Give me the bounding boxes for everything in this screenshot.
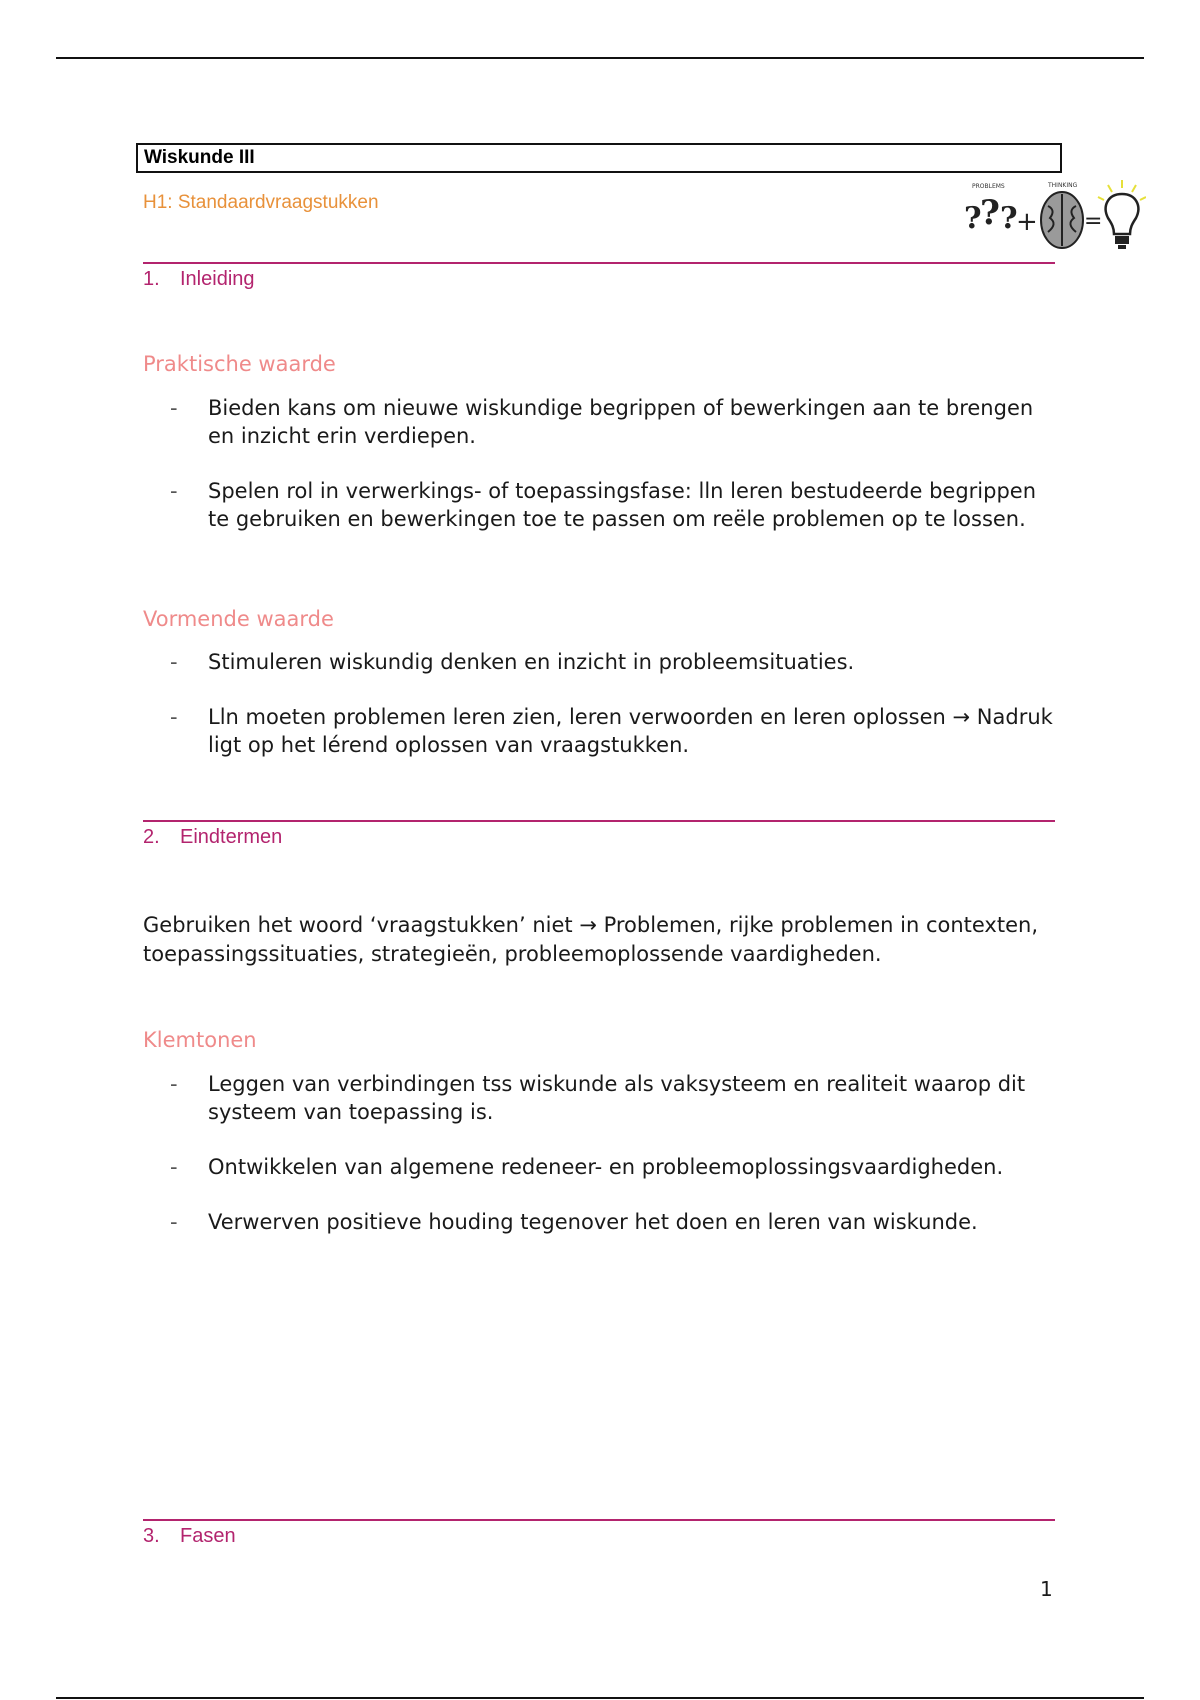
bullet-marker: -: [170, 1155, 178, 1179]
equals-sign: =: [1084, 209, 1103, 234]
section-rule-1: [143, 262, 1055, 264]
bullet-marker: -: [170, 1072, 178, 1096]
page-bottom-rule: [56, 1697, 1144, 1699]
section-rule-2: [143, 820, 1055, 822]
subheading-vormende-waarde: Vormende waarde: [143, 607, 334, 631]
section-label: Eindtermen: [180, 826, 283, 848]
bullet-list-praktische-waarde: [143, 394, 1063, 560]
section-title-inleiding: [143, 268, 255, 291]
section-title-fasen: [143, 1525, 236, 1548]
bullet-marker: -: [170, 396, 178, 420]
bullet-marker: -: [170, 1210, 178, 1234]
list-item: - Lln moeten problemen leren zien, leren verwoorden en leren oplossen → Nadruk ligt op het lérend oplossen van vraagstukken.: [170, 705, 1053, 757]
chapter-title: H1: Standaardvraagstukken: [143, 192, 379, 213]
brain-icon: [1041, 182, 1083, 248]
bullet-list-vormende-waarde: [143, 648, 1063, 786]
section-rule-3: [143, 1519, 1055, 1521]
page-number: 1: [1040, 1577, 1053, 1601]
list-item: - Stimuleren wiskundig denken en inzicht in probleemsituaties.: [170, 650, 855, 674]
bullet-marker: -: [170, 650, 178, 674]
list-item: - Spelen rol in verwerkings- of toepassingsfase: lln leren bestudeerde begrippen te gebruiken en bewerkingen toe te passen om reële problemen op te lossen.: [170, 479, 1037, 531]
svg-text:?: ?: [964, 201, 982, 236]
lightbulb-icon: [1098, 180, 1146, 249]
bullet-list-klemtonen: [143, 1070, 1063, 1263]
section-label: Inleiding: [180, 268, 255, 290]
course-title: Wiskunde III: [136, 143, 1062, 173]
list-item: - Leggen van verbindingen tss wiskunde als vaksysteem en realiteit waarop dit systeem van toepassing is.: [170, 1072, 1026, 1124]
svg-text:?: ?: [980, 193, 1000, 233]
section-number: 3.: [143, 1525, 160, 1547]
thinking-label: THINKING: [1048, 182, 1078, 189]
section-title-eindtermen: [143, 826, 282, 849]
plus-sign: +: [1016, 207, 1038, 237]
question-marks-icon: [964, 183, 1018, 236]
subheading-praktische-waarde: Praktische waarde: [143, 352, 336, 376]
section-number: 2.: [143, 826, 160, 848]
problems-plus-thinking-equals-idea-logo: [962, 180, 1146, 254]
eindtermen-paragraph: Gebruiken het woord ‘vraagstukken’ niet → Problemen, rijke problemen in contexten, toepassingssituaties, strategieën, probleemoplossende vaardigheden.: [143, 913, 1039, 966]
bullet-marker: -: [170, 479, 178, 503]
section-number: 1.: [143, 268, 160, 290]
list-item: - Bieden kans om nieuwe wiskundige begrippen of bewerkingen aan te brengen en inzicht erin verdiepen.: [170, 396, 1034, 448]
subheading-klemtonen: Klemtonen: [143, 1028, 257, 1052]
page-top-rule: [56, 57, 1144, 59]
list-item: - Verwerven positieve houding tegenover het doen en leren van wiskunde.: [170, 1210, 978, 1234]
svg-text:?: ?: [1000, 201, 1018, 236]
problems-label: PROBLEMS: [972, 183, 1005, 190]
bullet-marker: -: [170, 705, 178, 729]
list-item: - Ontwikkelen van algemene redeneer- en probleemoplossingsvaardigheden.: [170, 1155, 1004, 1179]
section-label: Fasen: [180, 1525, 236, 1547]
